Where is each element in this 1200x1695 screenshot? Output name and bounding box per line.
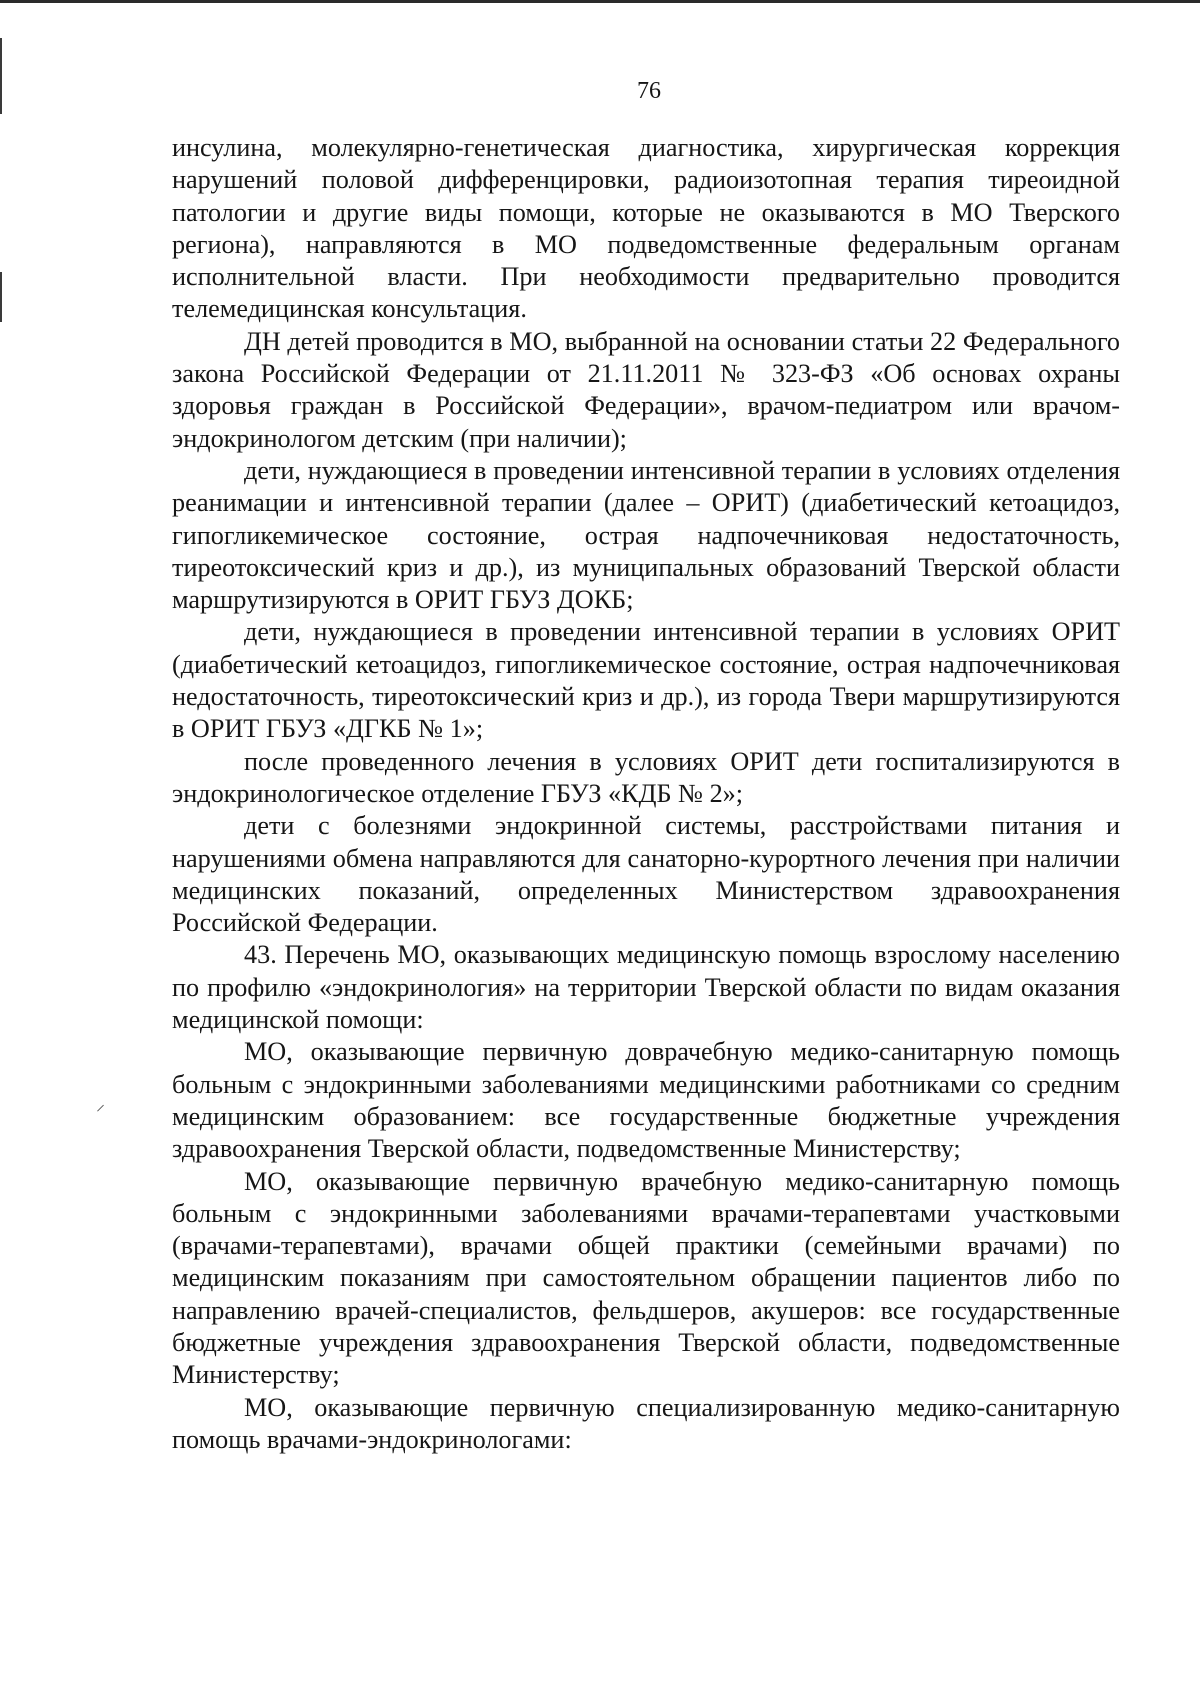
paragraph: после проведенного лечения в условиях ОРИТ дети госпитализируются в эндокринологическое отделение ГБУЗ «КДБ № 2»; [172, 746, 1120, 808]
page-number: 76 [637, 78, 661, 104]
paragraph: инсулина, молекулярно-генетическая диагностика, хирургическая коррекция нарушений половой дифференцировки, радиоизотопная терапия тиреоидной патологии и другие виды помощи, которые не оказываются в МО Тверского региона), направляются в МО подведомственные федеральным органам исполнительной власти. При необходимости предварительно проводится телемедицинская консультация. [172, 133, 1120, 324]
paragraph: дети с болезнями эндокринной системы, расстройствами питания и нарушениями обмена направляются для санаторно-курортного лечения при наличии медицинских показаний, определенных Министерством здравоохранения Российской Федерации. [172, 811, 1120, 938]
paragraph: ДН детей проводится в МО, выбранной на основании статьи 22 Федерального закона Российской Федерации от 21.11.2011 № 323-ФЗ «Об основах охраны здоровья граждан в Российской Федерации», врачом-педиатром или врачом-эндокринологом детским (при наличии); [172, 326, 1120, 453]
paragraph: МО, оказывающие первичную врачебную медико-санитарную помощь больным с эндокринными заболеваниями врачами-терапевтами участковыми (врачами-терапевтами), врачами общей практики (семейными врачами) по медицинским показаниям при самостоятельном обращении пациентов либо по направлению врачей-специалистов, фельдшеров, акушеров: все государственные бюджетные учреждения здравоохранения Тверской области, подведомственные Министерству; [172, 1166, 1120, 1390]
scan-edge-mark-bottom [0, 272, 2, 322]
paragraph: дети, нуждающиеся в проведении интенсивной терапии в условиях ОРИТ (диабетический кетоацидоз, гипогликемическое состояние, острая надпочечниковая недостаточность, тиреотоксический криз и др.), из города Твери маршрутизируются в ОРИТ ГБУЗ «ДГКБ № 1»; [172, 617, 1120, 744]
document-body [172, 132, 1120, 1456]
page-top-edge [0, 0, 1200, 3]
stray-scan-mark: ⸝ [96, 1094, 105, 1114]
paragraph: 43. Перечень МО, оказывающих медицинскую помощь взрослому населению по профилю «эндокринология» на территории Тверской области по видам оказания медицинской помощи: [172, 940, 1120, 1035]
paragraph: МО, оказывающие первичную доврачебную медико-санитарную помощь больным с эндокринными заболеваниями медицинскими работниками со средним медицинским образованием: все государственные бюджетные учреждения здравоохранения Тверской области, подведомственные Министерству; [172, 1037, 1120, 1164]
paragraph: МО, оказывающие первичную специализированную медико-санитарную помощь врачами-эндокринологами: [172, 1392, 1120, 1454]
paragraph: дети, нуждающиеся в проведении интенсивной терапии в условиях отделения реанимации и интенсивной терапии (далее – ОРИТ) (диабетический кетоацидоз, гипогликемическое состояние, острая надпочечниковая недостаточность, тиреотоксический криз и др.), из муниципальных образований Тверской области маршрутизируются в ОРИТ ГБУЗ ДОКБ; [172, 455, 1120, 615]
